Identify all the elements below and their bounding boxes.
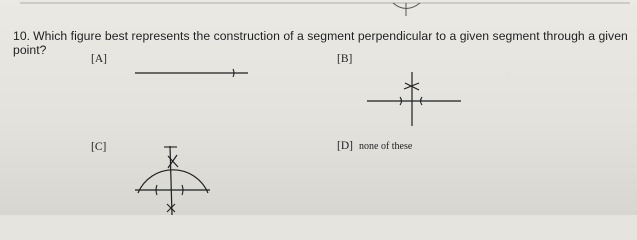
question-number: 10. xyxy=(13,29,31,43)
perpendicular-line xyxy=(170,146,172,215)
choice-d-label: [D] xyxy=(337,140,353,152)
question-text: Which figure best represents the construction of a segment perpendicular to a given segment through a given point? xyxy=(13,29,628,57)
choice-b-figure xyxy=(362,60,472,130)
choice-c-label: [C] xyxy=(91,141,107,153)
previous-problem-mark xyxy=(0,0,637,20)
bottom-cross-mark xyxy=(167,204,175,212)
choice-d-text: none of these xyxy=(359,141,413,152)
choice-c-figure xyxy=(130,138,225,215)
choice-b-label: [B] xyxy=(337,53,353,65)
upper-cross-mark xyxy=(168,155,178,168)
choice-a-figure xyxy=(132,60,252,90)
choice-a-label: [A] xyxy=(91,53,107,65)
